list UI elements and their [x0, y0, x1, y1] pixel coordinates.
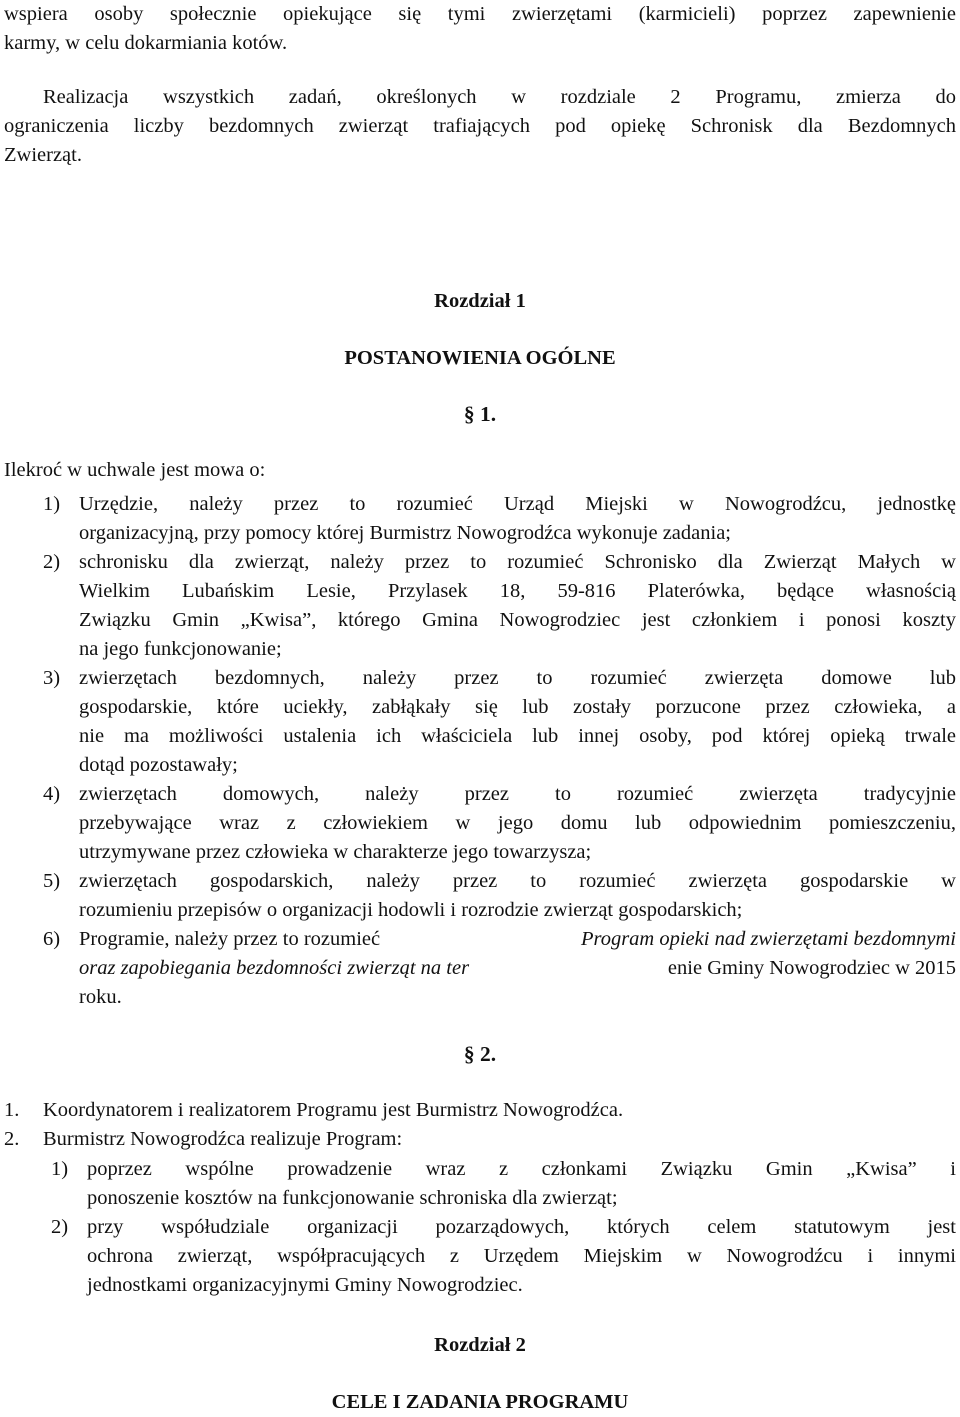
- definition-6-number: 6): [43, 928, 61, 950]
- definition-2-line-3: Związku Gmin „Kwisa”, którego Gmina Nowogrodziec jest członkiem i ponosi koszty: [79, 609, 956, 631]
- definition-5-number: 5): [43, 870, 61, 892]
- chapter-2-title: CELE I ZADANIA PROGRAMU: [331, 1391, 629, 1413]
- paragraph-1-number: 1.: [4, 1099, 20, 1121]
- definition-6-italic-2: oraz zapobiegania bezdomności zwierząt na ter: [79, 957, 470, 979]
- section-1-lead: Ilekroć w uchwale jest mowa o:: [4, 459, 266, 481]
- intro-line-2: karmy, w celu dokarmiania kotów.: [4, 32, 288, 54]
- paragraph-2-number: 2.: [4, 1128, 20, 1150]
- definition-1-number: 1): [43, 493, 61, 515]
- definition-5-line-2: rozumieniu przepisów o organizacji hodowli i rozrodzie zwierząt gospodarskich;: [79, 899, 743, 921]
- intro-line-3: Realizacja wszystkich zadań, określonych w rozdziale 2 Programu, zmierza do: [43, 86, 956, 108]
- definition-4-line-3: utrzymywane przez człowieka w charakterze jego towarzysza;: [79, 841, 592, 863]
- definition-2-line-2: Wielkim Lubańskim Lesie, Przylasek 18, 59-816 Platerówka, będące własnością: [79, 580, 956, 602]
- definition-5-line-1: zwierzętach gospodarskich, należy przez to rozumieć zwierzęta gospodarskie w: [79, 870, 956, 892]
- program-action-2-line-1: przy współudziale organizacji pozarządowych, których celem statutowym jest: [87, 1216, 956, 1238]
- definition-6-line-3: roku.: [79, 986, 122, 1008]
- program-action-1-line-2: ponoszenie kosztów na funkcjonowanie schroniska dla zwierząt;: [87, 1187, 618, 1209]
- intro-line-1: wspiera osoby społecznie opiekujące się tymi zwierzętami (karmicieli) poprzez zapewnienie: [4, 3, 956, 25]
- program-action-1-number: 1): [51, 1158, 69, 1180]
- intro-line-4: ograniczenia liczby bezdomnych zwierząt trafiających pod opiekę Schronisk dla Bezdomnych: [4, 115, 956, 137]
- program-action-2-line-2: ochrona zwierząt, współpracujących z Urzędem Miejskim w Nowogrodźcu i innymi: [87, 1245, 956, 1267]
- definition-6-italic-1: Program opieki nad zwierzętami bezdomnymi: [580, 928, 956, 950]
- definition-3-line-2: gospodarskie, które uciekły, zabłąkały się lub zostały porzucone przez człowieka, a: [79, 696, 956, 718]
- definition-4-line-1: zwierzętach domowych, należy przez to rozumieć zwierzęta tradycyjnie: [79, 783, 956, 805]
- definition-6-plain-1: Programie, należy przez to rozumieć: [79, 928, 386, 950]
- chapter-2-heading: Rozdział 2: [434, 1334, 526, 1356]
- definition-6-line-2: [79, 954, 956, 983]
- definition-4-line-2: przebywające wraz z człowiekiem w jego domu lub odpowiednim pomieszczeniu,: [79, 812, 956, 834]
- definition-3-line-3: nie ma możliwości ustalenia ich właściciela lub innej osoby, pod której opieką trwale: [79, 725, 956, 747]
- program-action-1-line-1: poprzez wspólne prowadzenie wraz z członkami Związku Gmin „Kwisa” i: [87, 1158, 956, 1180]
- definition-1-line-1: Urzędzie, należy przez to rozumieć Urząd Miejski w Nowogrodźcu, jednostkę: [79, 493, 956, 515]
- paragraph-1-text: Koordynatorem i realizatorem Programu jest Burmistrz Nowogrodźca.: [43, 1099, 624, 1121]
- chapter-1-heading: Rozdział 1: [434, 290, 526, 312]
- section-1-mark: § 1.: [463, 402, 497, 426]
- intro-line-5: Zwierząt.: [4, 144, 82, 166]
- definition-1-line-2: organizacyjną, przy pomocy której Burmistrz Nowogrodźca wykonuje zadania;: [79, 522, 731, 544]
- definition-2-line-4: na jego funkcjonowanie;: [79, 638, 282, 660]
- chapter-1-title: POSTANOWIENIA OGÓLNE: [344, 347, 616, 369]
- definition-2-line-1: schronisku dla zwierząt, należy przez to rozumieć Schronisko dla Zwierząt Małych w: [79, 551, 956, 573]
- definition-3-line-1: zwierzętach bezdomnych, należy przez to rozumieć zwierzęta domowe lub: [79, 667, 956, 689]
- definition-6-line-1: [79, 925, 956, 954]
- program-action-2-line-3: jednostkami organizacyjnymi Gminy Nowogrodziec.: [87, 1274, 523, 1296]
- definition-4-number: 4): [43, 783, 61, 805]
- definition-6-plain-2: enie Gminy Nowogrodziec w 2015: [667, 957, 956, 979]
- paragraph-2-text: Burmistrz Nowogrodźca realizuje Program:: [43, 1128, 403, 1150]
- definition-3-line-4: dotąd pozostawały;: [79, 754, 238, 776]
- definition-3-number: 3): [43, 667, 61, 689]
- program-action-2-number: 2): [51, 1216, 69, 1238]
- definition-2-number: 2): [43, 551, 61, 573]
- section-2-mark: § 2.: [463, 1042, 497, 1066]
